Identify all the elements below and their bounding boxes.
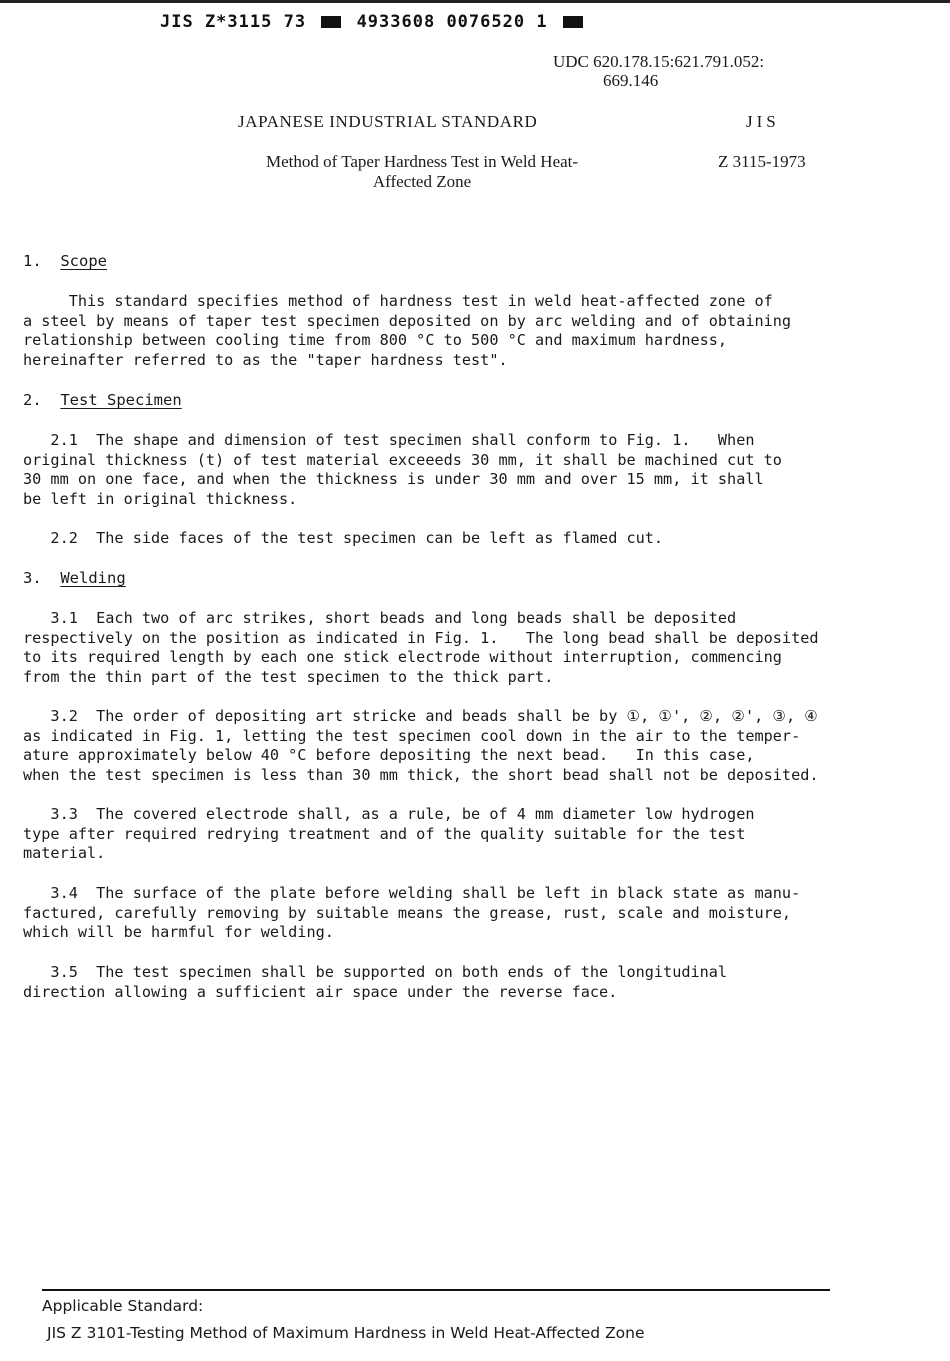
section-3-paragraph-4: 3.4 The surface of the plate before welding shall be left in black state as manu- factured, carefully removing by suitable means the grease, rust, scale and moisture, which will be harmful for welding. [23,884,801,942]
section-3-paragraph-2: 3.2 The order of depositing art stricke and beads shall be by ①, ①', ②, ②', ③, ④ as indicated in Fig. 1, letting the test specimen cool down in the air to the temper- ature approximately below 40 °C before depositing the next bead. In this case, when the test specimen is less than 30 mm thick, the short bead shall not be deposited. [23,707,819,784]
section-1-paragraph: This standard specifies method of hardness test in weld heat-affected zone of a steel by means of taper test specimen deposited on by arc welding and of obtaining relationship between cooling time from 800 °C to 500 °C and maximum hardness, hereinafter referred to as the "taper hardness test". [23,292,792,369]
section-2-paragraph-1: 2.1 The shape and dimension of test specimen shall conform to Fig. 1. When original thickness (t) of test material exceeeds 30 mm, it shall be machined cut to 30 mm on one face, and when the thickness is under 30 mm and over 15 mm, it shall be left in original thickness. [23,431,782,508]
section-2-title: Test Specimen [60,391,182,409]
code-part-2: 4933608 0076520 1 [356,12,548,32]
standard-code: Z 3115-1973 [718,152,806,171]
section-3-number: 3. [23,569,42,587]
footer-divider [42,1289,830,1291]
section-3-paragraph-3: 3.3 The covered electrode shall, as a rule, be of 4 mm diameter low hydrogen type after required redrying treatment and of the quality suitable for the test material. [23,805,755,863]
redaction-block-1 [321,16,341,28]
code-part-1: JIS Z*3115 73 [160,12,307,32]
section-3-title: Welding [60,569,126,587]
section-1-number: 1. [23,252,42,270]
section-3-heading [23,569,126,587]
applicable-standard-reference: JIS Z 3101-Testing Method of Maximum Hardness in Weld Heat-Affected Zone [47,1324,645,1342]
udc-classification [553,52,764,90]
top-border [0,0,950,3]
section-1-title: Scope [60,252,108,270]
section-3-paragraph-1: 3.1 Each two of arc strikes, short beads and long beads shall be deposited respectively on the position as indicated in Fig. 1. The long bead shall be deposited to its required length by each one stick electrode without interruption, commencing from the thin part of the test specimen to the thick part. [23,609,819,686]
section-2-number: 2. [23,391,42,409]
section-1-heading [23,252,107,270]
document-code-header [160,12,587,32]
section-3-paragraph-5: 3.5 The test specimen shall be supported on both ends of the longitudinal direction allowing a sufficient air space under the reverse face. [23,963,728,1001]
redaction-block-2 [563,16,583,28]
udc-line-2: 669.146 [603,71,659,90]
document-title: Method of Taper Hardness Test in Weld Heat-Affected Zone [265,152,579,191]
standard-organization-title: JAPANESE INDUSTRIAL STANDARD [238,112,538,131]
applicable-standard-label: Applicable Standard: [42,1297,204,1315]
section-2-paragraph-2: 2.2 The side faces of the test specimen can be left as flamed cut. [23,529,664,547]
udc-line-1: UDC 620.178.15:621.791.052: [553,52,765,71]
jis-mark: JIS [746,112,780,131]
section-2-heading [23,391,182,409]
